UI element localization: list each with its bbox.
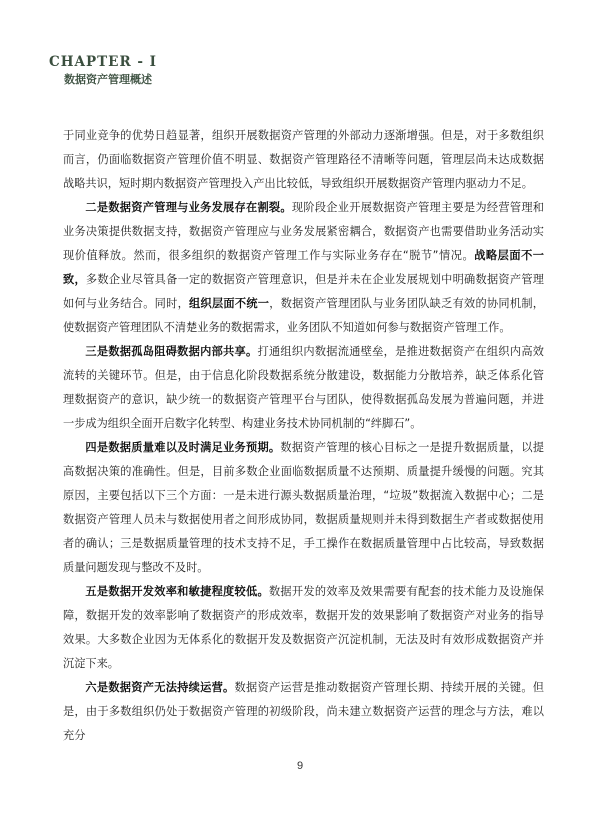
paragraph xyxy=(63,340,544,436)
paragraph xyxy=(63,124,544,196)
bold-lead-text: 五是数据开发效率和敏捷程度较低。 xyxy=(85,585,269,598)
paragraph-text: 于同业竞争的优势日趋显著，组织开展数据资产管理的外部动力逐渐增强。但是，对于多数组织而言，仍面临数据资产管理价值不明显、数据资产管理路径不清晰等问题，管理层尚未达成数据战略共识，短时期内数据资产管理投入产出比较低，导致组织开展数据资产管理内驱动力不足。 xyxy=(63,129,544,190)
paragraph-text: 多数企业尽管具备一定的数据资产管理意识，但是并未在企业发展规划中明确数据资产管理如何与业务结合。同时， xyxy=(63,273,544,310)
bold-lead-text: 三是数据孤岛阻碍数据内部共享。 xyxy=(85,345,258,358)
page-number: 9 xyxy=(296,760,304,772)
paragraph xyxy=(63,676,544,748)
chapter-subtitle: 数据资产管理概述 xyxy=(64,73,152,86)
paragraph-text: ，数据资产管理团队与业务团队缺乏有效的协同机制，使数据资产管理团队不清楚业务的数据需求，业务团队不知道如何参与数据资产管理工作。 xyxy=(63,297,544,334)
bold-lead-text: 二是数据资产管理与业务发展存在割裂。 xyxy=(85,201,292,214)
bold-lead-text: 组织层面不统一 xyxy=(189,297,270,310)
paragraph-text: 打通组织内数据流通壁垒，是推进数据资产在组织内高效流转的关键环节。但是，由于信息化阶段数据系统分散建设，数据能力分散培养，缺乏体系化管理数据资产的意识，缺少统一的数据资产管理平台与团队，使得数据孤岛发展为普遍问题，并进一步成为组织全面开启数字化转型、构建业务技术协同机制的“绊脚石”。 xyxy=(63,345,544,430)
paragraph-text: 数据开发的效率及效果需要有配套的技术能力及设施保障，数据开发的效率影响了数据资产的形成效率，数据开发的效果影响了数据资产对业务的指导效果。大多数企业因为无体系化的数据开发及数据资产沉淀机制，无法及时有效形成数据资产并沉淀下来。 xyxy=(63,585,544,670)
chapter-heading: CHAPTER - I xyxy=(49,54,157,70)
body-text xyxy=(63,124,544,748)
paragraph-text: 数据资产管理的核心目标之一是提升数据质量，以提高数据决策的准确性。但是，目前多数企业面临数据质量不达预期、质量提升缓慢的问题。究其原因，主要包括以下三个方面：一是未进行源头数据质量治理，“垃圾”数据流入数据中心；二是数据资产管理人员未与数据使用者之间形成协同，数据质量规则并未得到数据生产者或数据使用者的确认；三是数据质量管理的技术支持不足，手工操作在数据质量管理中占比较高，导致数据质量问题发现与整改不及时。 xyxy=(63,441,544,574)
paragraph-text: 数据资产运营是推动数据资产管理长期、持续开展的关键。但是，由于多数组织仍处于数据资产管理的初级阶段，尚未建立数据资产运营的理念与方法，难以充分 xyxy=(63,681,544,742)
bold-lead-text: 四是数据质量难以及时满足业务预期。 xyxy=(85,441,281,454)
bold-lead-text: 六是数据资产无法持续运营。 xyxy=(85,681,235,694)
paragraph xyxy=(63,580,544,676)
paragraph-text: 现阶段企业开展数据资产管理主要是为经营管理和业务决策提供数据支持，数据资产管理应与业务发展紧密耦合，数据资产也需要借助业务活动实现价值释放。然而，很多组织的数据资产管理工作与实际业务存在“脱节”情况。 xyxy=(63,201,544,262)
paragraph xyxy=(63,436,544,580)
bold-lead-text: 战略层面不一致， xyxy=(63,249,544,286)
paragraph xyxy=(63,196,544,340)
